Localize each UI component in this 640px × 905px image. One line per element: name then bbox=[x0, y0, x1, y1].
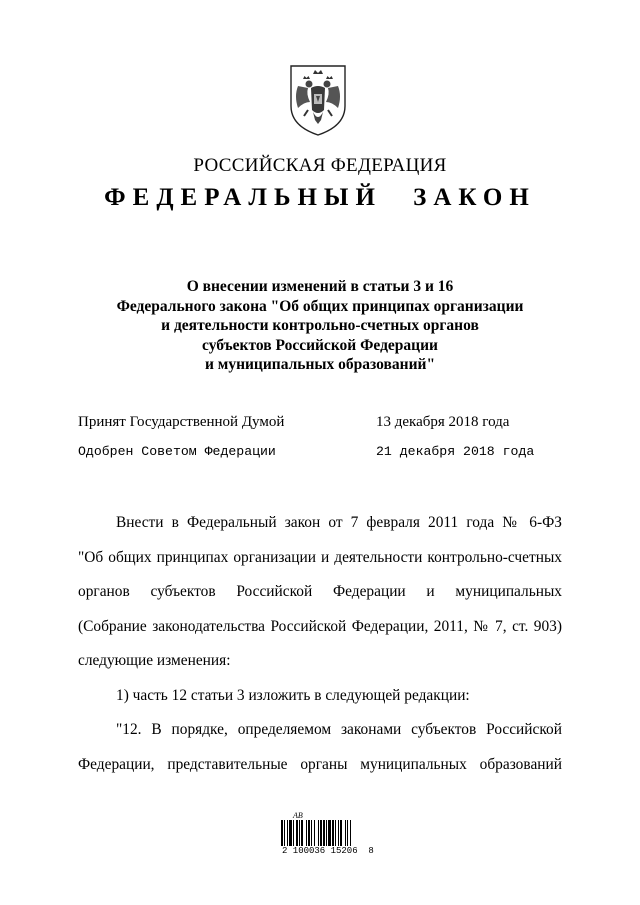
barcode-bar bbox=[301, 820, 303, 846]
body-line: Федерации, представительные органы муниципальных образований bbox=[78, 755, 562, 773]
subject-line: О внесении изменений в статьи 3 и 16 bbox=[186, 278, 454, 295]
svg-text:АВ: АВ bbox=[293, 811, 303, 820]
body-line: Внести в Федеральный закон от 7 февраля 2011 года № 6-ФЗ bbox=[116, 514, 562, 531]
barcode-bar bbox=[306, 820, 307, 846]
barcode-bar bbox=[340, 820, 342, 846]
barcode-bar bbox=[299, 820, 300, 846]
duma-date: 13 декабря 2018 года bbox=[376, 414, 510, 430]
barcode-bar bbox=[323, 820, 325, 846]
subject-line: и деятельности контрольно-счетных органов bbox=[161, 317, 479, 334]
barcode-bars bbox=[280, 820, 366, 846]
barcode-bar bbox=[311, 820, 312, 846]
subject-line: Федерального закона "Об общих принципах организации bbox=[116, 297, 524, 315]
body-line: органов субъектов Российской Федерации и муниципальных bbox=[78, 583, 562, 600]
barcode-bar bbox=[293, 820, 294, 846]
barcode-bar bbox=[281, 820, 283, 846]
coat-of-arms-icon bbox=[286, 62, 350, 138]
law-subject bbox=[90, 277, 550, 375]
law-body bbox=[78, 506, 562, 782]
barcode-bar bbox=[289, 820, 292, 846]
barcode-bar bbox=[328, 820, 331, 846]
body-line: (Собрание законодательства Российской Федерации, 2011, № 7, ст. 903) bbox=[78, 617, 562, 635]
barcode-bar bbox=[350, 820, 351, 846]
council-date: 21 декабря 2018 года bbox=[376, 444, 535, 459]
barcode-bar bbox=[338, 820, 339, 846]
barcode-bar bbox=[308, 820, 310, 846]
body-line: "Об общих принципах организации и деятельности контрольно-счетных bbox=[78, 548, 562, 566]
federation-heading: РОССИЙСКАЯ ФЕДЕРАЦИЯ bbox=[193, 155, 447, 176]
barcode-bar bbox=[320, 820, 322, 846]
barcode-mark bbox=[292, 810, 314, 820]
barcode-bar bbox=[332, 820, 334, 846]
duma-label: Принят Государственной Думой bbox=[78, 414, 285, 430]
law-title: ФЕДЕРАЛЬНЫЙ ЗАКОН bbox=[104, 184, 536, 211]
barcode-bar bbox=[287, 820, 288, 846]
barcode-bar bbox=[284, 820, 285, 846]
barcode-bar bbox=[318, 820, 319, 846]
barcode-bar bbox=[335, 820, 336, 846]
barcode-bar bbox=[296, 820, 298, 846]
body-line: следующие изменения: bbox=[78, 652, 231, 669]
barcode-bar bbox=[314, 820, 315, 846]
barcode-bar bbox=[326, 820, 327, 846]
council-label: Одобрен Советом Федерации bbox=[78, 444, 276, 459]
document-barcode bbox=[280, 810, 374, 858]
subject-line: субъектов Российской Федерации bbox=[202, 336, 438, 354]
body-line: "12. В порядке, определяемом законами субъектов Российской bbox=[116, 721, 562, 738]
body-line: 1) часть 12 статьи 3 изложить в следующей редакции: bbox=[116, 686, 470, 704]
barcode-number: 2 100036 15206 8 bbox=[282, 846, 374, 856]
barcode-bar bbox=[345, 820, 346, 846]
barcode-bar bbox=[347, 820, 348, 846]
subject-line: и муниципальных образований" bbox=[204, 356, 436, 373]
